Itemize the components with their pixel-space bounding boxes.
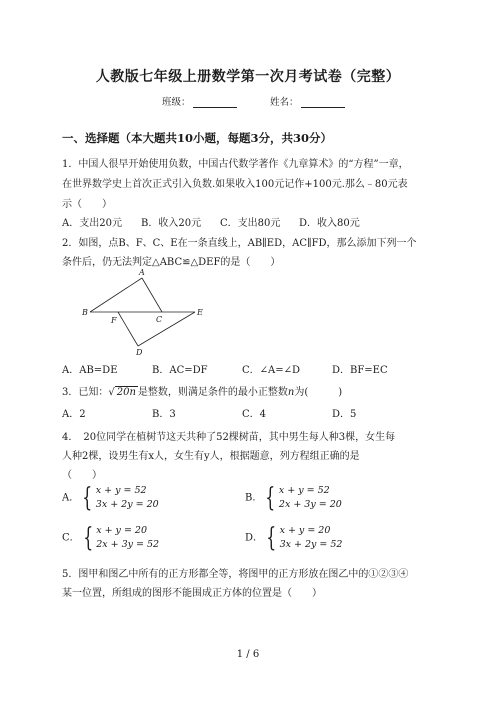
q4-option-b[interactable] [245,484,342,512]
q2-option-a[interactable]: A．AB=DE [62,365,118,376]
label-d: D [136,348,143,356]
q4-d-eq1: x + y = 20 [279,525,331,536]
sqrt-icon: √ [108,387,115,398]
q5-line1: 5．图甲和图乙中所有的正方形都全等，将图甲的正方形放在图乙中的①②③④ [62,569,409,580]
label-b: B [82,308,88,317]
q4-option-b-label: B． [245,492,263,504]
label-e: E [197,308,203,317]
q3-line [62,383,342,398]
q2-line1: 2．如图，点B、F、C、E在一条直线上，AB∥ED，AC∥FD，那么添加下列一个 [62,238,417,249]
q4-option-d-label: D． [245,532,264,544]
q4-option-c-label: C． [62,532,80,544]
class-blank[interactable] [193,97,237,108]
q4-option-d[interactable] [245,524,342,552]
q4-option-a[interactable] [62,484,159,512]
q4-b-eq2: 2x + 3y = 20 [278,499,342,510]
segment-fd [118,312,138,346]
q3-var: n [287,387,295,398]
q1-line3: 示（ ） [62,199,112,210]
q3-radicand: 20n [116,387,136,398]
q4-line2: 人种2棵，设男生有x人，女生有y人，根据题意，列方程组正确的是 [62,451,360,462]
q4-line1: 4． 20位同学在植树节这天共种了52棵树苗，其中男生每人种3棵，女生每 [62,432,396,443]
label-f: F [111,316,117,325]
q1-options [62,214,360,229]
label-a: A [139,268,145,277]
brace-icon: { [265,483,276,513]
segment-ac [142,278,162,312]
segment-de [138,312,195,346]
q4-d-eq2: 3x + 2y = 52 [279,539,343,550]
q3-option-d[interactable]: D．5 [332,409,357,420]
q1-option-c[interactable]: C．支出80元 [220,218,281,229]
q2-option-b[interactable]: B．AC=DF [152,365,208,376]
q3-option-c[interactable]: C．4 [242,409,267,420]
q3-end: 为( ) [294,387,343,398]
q1-option-d[interactable]: D．收入80元 [299,218,360,229]
q4-line3: （ ） [62,470,102,481]
q4-option-c[interactable] [62,524,159,552]
section-heading: 一、选择题（本大题共10小题，每题3分，共30分） [62,131,333,145]
brace-icon: { [266,523,277,553]
brace-icon: { [82,523,93,553]
q1-line1: 1．中国人很早开始使用负数，中国古代数学著作《九章算术》的“方程”一章， [62,159,409,170]
q4-c-eq2: 2x + 3y = 52 [96,539,160,550]
q2-triangle-figure [70,264,210,356]
name-label: 姓名： [270,97,299,108]
q1-option-a[interactable]: A．支出20元 [62,218,122,229]
q4-c-eq1: x + y = 20 [96,525,148,536]
q3-prefix: 3．已知： [62,387,109,398]
q4-a-eq1: x + y = 52 [95,485,147,496]
q4-a-eq2: 3x + 2y = 20 [95,499,159,510]
q1-line2: 在世界数学史上首次正式引入负数.如果收入100元记作+100元.那么﹣80元表 [62,179,408,190]
q3-option-a[interactable]: A．2 [62,409,86,420]
class-field [162,94,237,108]
label-c: C [156,315,163,324]
q2-line2: 条件后，仍无法判定△ABC≌△DEF的是（ ） [62,257,281,268]
page-number: 1 / 6 [236,649,260,660]
name-blank[interactable] [301,97,345,108]
q2-option-c[interactable]: C．∠A=∠D [242,365,301,376]
q5-line2: 某一位置，所组成的图形不能围成正方体的位置是（ ） [62,588,322,599]
class-label: 班级： [162,97,191,108]
q4-b-eq1: x + y = 52 [278,485,330,496]
q2-options [62,361,388,376]
brace-icon: { [82,483,93,513]
q3-options [62,405,356,420]
q3-suffix: 是整数，则满足条件的最小正整数 [137,387,288,398]
page-title: 人教版七年级上册数学第一次月考试卷（完整） [95,69,401,85]
q1-option-b[interactable]: B．收入20元 [141,218,202,229]
q2-option-d[interactable]: D．BF=EC [332,365,388,376]
q3-option-b[interactable]: B．3 [152,409,176,420]
segment-ba [90,278,142,312]
name-field [270,94,345,108]
q4-option-a-label: A． [62,492,80,504]
